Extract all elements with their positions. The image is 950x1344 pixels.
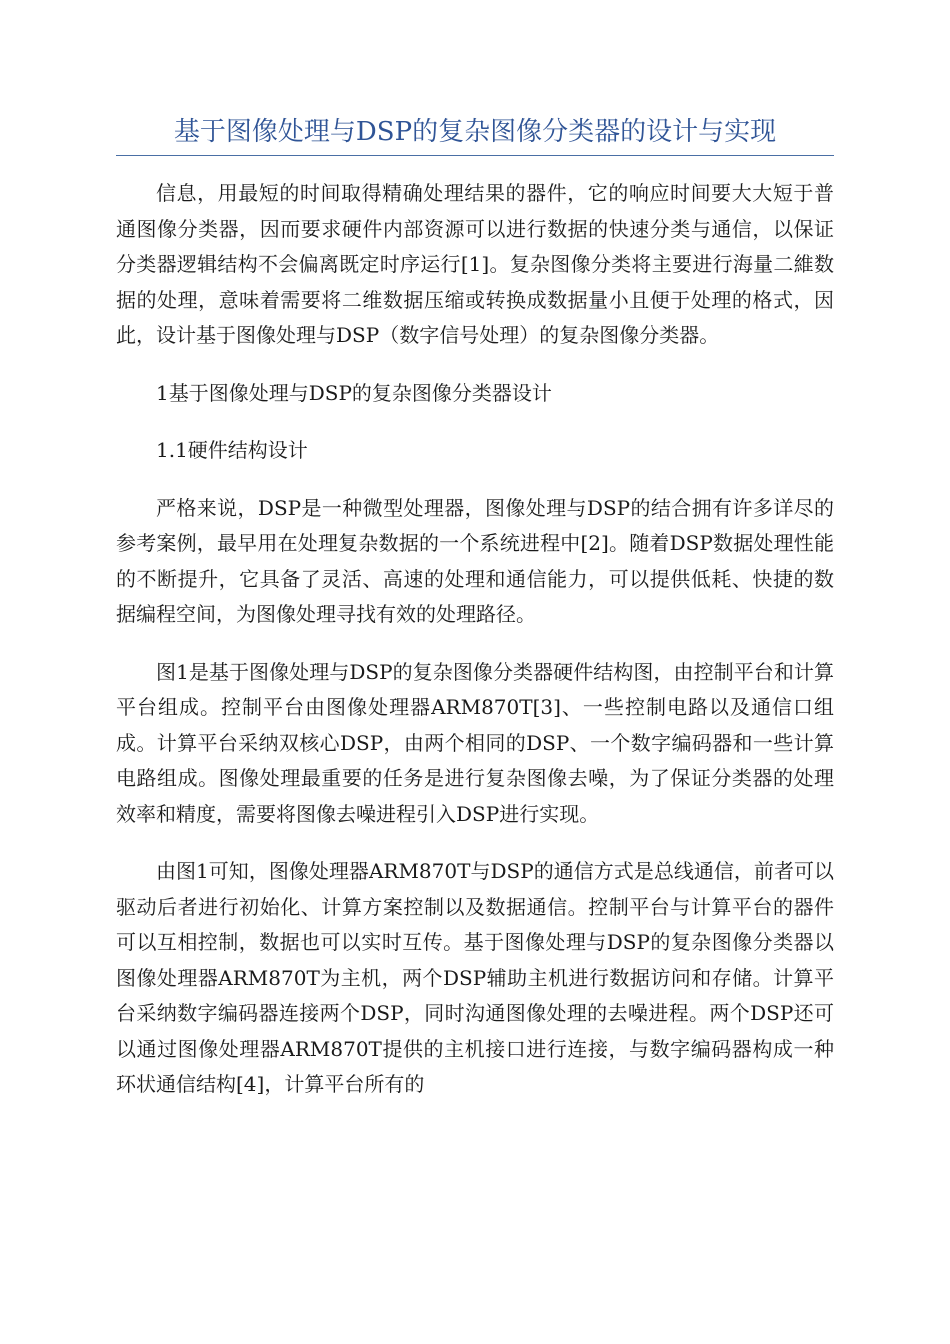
- title-underline: [116, 155, 834, 156]
- page-title: 基于图像处理与DSP的复杂图像分类器的设计与实现: [173, 117, 777, 147]
- paragraph-intro: 信息，用最短的时间取得精确处理结果的器件，它的响应时间要大大短于普通图像分类器，因而要求硬件内部资源可以进行数据的快速分类与通信，以保证分类器逻辑结构不会偏离既定时序运行[1]。复杂图像分类将主要进行海量二維数据的处理，意味着需要将二维数据压缩或转换成数据量小且便于处理的格式，因此，设计基于图像处理与DSP（数字信号处理）的复杂图像分类器。: [116, 181, 834, 347]
- document-body: [116, 176, 834, 1125]
- paragraph-communication: 由图1可知，图像处理器ARM870T与DSP的通信方式是总线通信，前者可以驱动后者进行初始化、计算方案控制以及数据通信。控制平台与计算平台的器件可以互相控制，数据也可以实时互传。基于图像处理与DSP的复杂图像分类器以图像处理器ARM870T为主机，两个DSP辅助主机进行数据访问和存储。计算平台采纳数字编码器连接两个DSP，同时沟通图像处理的去噪进程。两个DSP还可以通过图像处理器ARM870T提供的主机接口进行连接，与数字编码器构成一种环状通信结构[4]，计算平台所有的: [116, 859, 834, 1096]
- subsection-heading-1-1: 1.1硬件结构设计: [156, 438, 308, 462]
- section-heading-1: 1基于图像处理与DSP的复杂图像分类器设计: [156, 380, 552, 405]
- paragraph-figure-1: 图1是基于图像处理与DSP的复杂图像分类器硬件结构图，由控制平台和计算平台组成。控制平台由图像处理器ARM870T[3]、一些控制电路以及通信口组成。计算平台采纳双核心DSP，由两个相同的DSP、一个数字编码器和一些计算电路组成。图像处理最重要的任务是进行复杂图像去噪，为了保证分类器的处理效率和精度，需要将图像去噪进程引入DSP进行实现。: [116, 659, 834, 826]
- paragraph-dsp-overview: 严格来说，DSP是一种微型处理器，图像处理与DSP的结合拥有许多详尽的参考案例，最早用在处理复杂数据的一个系统进程中[2]。随着DSP数据处理性能的不断提升，它具备了灵活、高速的处理和通信能力，可以提供低耗、快捷的数据编程空间，为图像处理寻找有效的处理路径。: [116, 495, 834, 626]
